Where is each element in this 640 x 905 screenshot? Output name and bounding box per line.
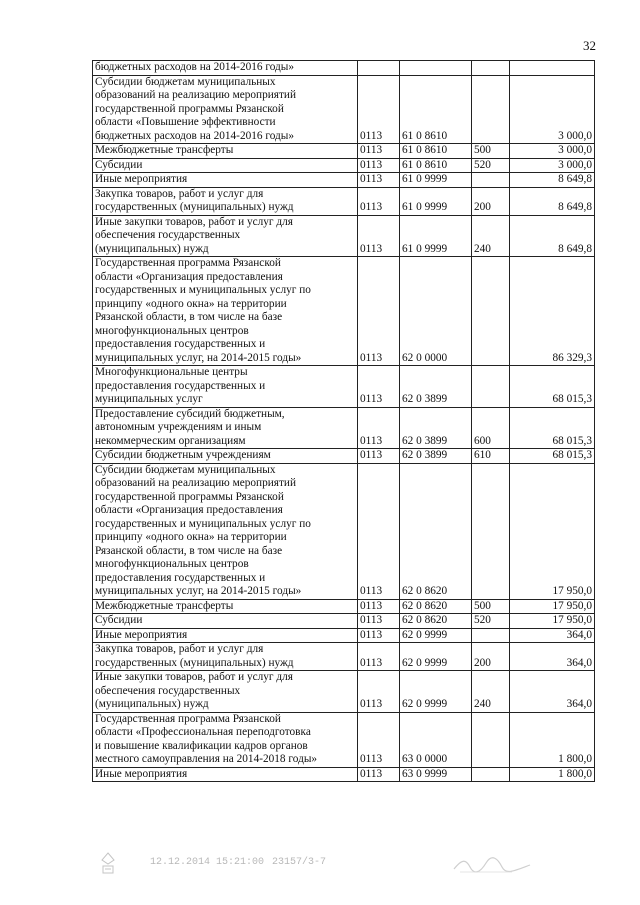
footer-doc-number: 23157/3-7 bbox=[272, 857, 327, 868]
row-amount: 17 950,0 bbox=[510, 614, 595, 629]
row-target-code: 63 0 9999 bbox=[400, 767, 472, 782]
row-section-code: 0113 bbox=[358, 144, 400, 159]
row-amount: 364,0 bbox=[510, 671, 595, 713]
row-amount: 86 329,3 bbox=[510, 257, 595, 366]
table-row bbox=[93, 187, 595, 215]
row-amount: 68 015,3 bbox=[510, 449, 595, 464]
table-row bbox=[93, 173, 595, 188]
row-expense-type bbox=[472, 61, 510, 76]
row-amount: 364,0 bbox=[510, 643, 595, 671]
row-amount: 17 950,0 bbox=[510, 463, 595, 599]
row-description: Иные мероприятия bbox=[93, 628, 358, 643]
row-target-code: 62 0 9999 bbox=[400, 628, 472, 643]
row-target-code: 61 0 8610 bbox=[400, 158, 472, 173]
row-section-code bbox=[358, 61, 400, 76]
row-expense-type: 520 bbox=[472, 614, 510, 629]
row-expense-type bbox=[472, 75, 510, 144]
row-expense-type bbox=[472, 173, 510, 188]
row-expense-type bbox=[472, 712, 510, 767]
row-description: Закупка товаров, работ и услуг для государственных (муниципальных) нужд bbox=[93, 187, 358, 215]
row-section-code: 0113 bbox=[358, 187, 400, 215]
row-section-code: 0113 bbox=[358, 599, 400, 614]
row-description: Государственная программа Рязанской области «Организация предоставления государственных и муниципальных услуг по принципу «одного окна» на территории Рязанской области, в том числе на базе многофункциональных центров предоставления государственных и муниципальных услуг, на 2014-2015 годы» bbox=[93, 257, 358, 366]
row-target-code: 62 0 0000 bbox=[400, 257, 472, 366]
row-section-code: 0113 bbox=[358, 158, 400, 173]
table-row bbox=[93, 628, 595, 643]
row-section-code: 0113 bbox=[358, 767, 400, 782]
row-amount: 1 800,0 bbox=[510, 767, 595, 782]
footer-timestamp: 12.12.2014 15:21:00 bbox=[150, 857, 265, 868]
row-amount: 8 649,8 bbox=[510, 173, 595, 188]
row-description: Межбюджетные трансферты bbox=[93, 144, 358, 159]
row-section-code: 0113 bbox=[358, 257, 400, 366]
row-amount: 3 000,0 bbox=[510, 144, 595, 159]
table-row bbox=[93, 671, 595, 713]
row-description: Иные мероприятия bbox=[93, 767, 358, 782]
row-amount: 8 649,8 bbox=[510, 187, 595, 215]
row-description: Предоставление субсидий бюджетным, автономным учреждениям и иным некоммерческим организациям bbox=[93, 407, 358, 449]
row-amount: 3 000,0 bbox=[510, 75, 595, 144]
table-row bbox=[93, 144, 595, 159]
row-expense-type: 200 bbox=[472, 187, 510, 215]
row-target-code: 62 0 3899 bbox=[400, 449, 472, 464]
row-section-code: 0113 bbox=[358, 712, 400, 767]
row-description: Субсидии бюджетам муниципальных образований на реализацию мероприятий государственной программы Рязанской области «Организация предоставления государственных и муниципальных услуг по принципу «одного окна» на территории Рязанской области, в том числе на базе многофункциональных центров предоставления государственных и муниципальных услуг, на 2014-2015 годы» bbox=[93, 463, 358, 599]
row-amount: 1 800,0 bbox=[510, 712, 595, 767]
row-description: Закупка товаров, работ и услуг для государственных (муниципальных) нужд bbox=[93, 643, 358, 671]
row-section-code: 0113 bbox=[358, 449, 400, 464]
row-description: Субсидии бюджетным учреждениям bbox=[93, 449, 358, 464]
table-row bbox=[93, 599, 595, 614]
row-amount: 68 015,3 bbox=[510, 366, 595, 408]
row-section-code: 0113 bbox=[358, 366, 400, 408]
row-expense-type: 600 bbox=[472, 407, 510, 449]
row-amount bbox=[510, 61, 595, 76]
row-amount: 68 015,3 bbox=[510, 407, 595, 449]
row-expense-type: 500 bbox=[472, 599, 510, 614]
row-section-code: 0113 bbox=[358, 628, 400, 643]
row-description: Межбюджетные трансферты bbox=[93, 599, 358, 614]
table-row bbox=[93, 767, 595, 782]
row-section-code: 0113 bbox=[358, 671, 400, 713]
document-logo-icon bbox=[100, 852, 116, 874]
row-section-code: 0113 bbox=[358, 215, 400, 257]
row-expense-type: 610 bbox=[472, 449, 510, 464]
table-row bbox=[93, 61, 595, 76]
row-amount: 3 000,0 bbox=[510, 158, 595, 173]
row-section-code: 0113 bbox=[358, 463, 400, 599]
row-target-code: 63 0 0000 bbox=[400, 712, 472, 767]
table-row bbox=[93, 257, 595, 366]
row-target-code: 61 0 9999 bbox=[400, 215, 472, 257]
row-target-code: 61 0 8610 bbox=[400, 75, 472, 144]
row-target-code bbox=[400, 61, 472, 76]
row-expense-type bbox=[472, 628, 510, 643]
table-row bbox=[93, 75, 595, 144]
row-expense-type: 500 bbox=[472, 144, 510, 159]
row-description: Субсидии бюджетам муниципальных образований на реализацию мероприятий государственной программы Рязанской области «Повышение эффективности бюджетных расходов на 2014-2016 годы» bbox=[93, 75, 358, 144]
row-expense-type: 520 bbox=[472, 158, 510, 173]
row-expense-type bbox=[472, 767, 510, 782]
row-target-code: 61 0 8610 bbox=[400, 144, 472, 159]
row-section-code: 0113 bbox=[358, 75, 400, 144]
row-section-code: 0113 bbox=[358, 407, 400, 449]
row-target-code: 62 0 8620 bbox=[400, 614, 472, 629]
row-description: Многофункциональные центры предоставления государственных и муниципальных услуг bbox=[93, 366, 358, 408]
table-row bbox=[93, 463, 595, 599]
row-description: бюджетных расходов на 2014-2016 годы» bbox=[93, 61, 358, 76]
row-target-code: 62 0 9999 bbox=[400, 671, 472, 713]
signature-icon bbox=[452, 855, 532, 875]
footer-stamp bbox=[0, 852, 640, 882]
row-expense-type bbox=[472, 366, 510, 408]
row-expense-type: 240 bbox=[472, 215, 510, 257]
budget-table bbox=[92, 60, 595, 782]
row-amount: 17 950,0 bbox=[510, 599, 595, 614]
row-section-code: 0113 bbox=[358, 643, 400, 671]
row-target-code: 61 0 9999 bbox=[400, 173, 472, 188]
row-description: Государственная программа Рязанской области «Профессиональная переподготовка и повышение квалификации кадров органов местного самоуправления на 2014-2018 годы» bbox=[93, 712, 358, 767]
table-row bbox=[93, 215, 595, 257]
row-target-code: 62 0 9999 bbox=[400, 643, 472, 671]
row-section-code: 0113 bbox=[358, 173, 400, 188]
row-expense-type bbox=[472, 257, 510, 366]
row-expense-type: 200 bbox=[472, 643, 510, 671]
table-row bbox=[93, 643, 595, 671]
row-description: Субсидии bbox=[93, 614, 358, 629]
table-row bbox=[93, 712, 595, 767]
row-target-code: 62 0 3899 bbox=[400, 407, 472, 449]
row-expense-type: 240 bbox=[472, 671, 510, 713]
row-expense-type bbox=[472, 463, 510, 599]
table-row bbox=[93, 407, 595, 449]
row-description: Иные мероприятия bbox=[93, 173, 358, 188]
table-row bbox=[93, 366, 595, 408]
page-number: 32 bbox=[583, 38, 596, 53]
row-amount: 364,0 bbox=[510, 628, 595, 643]
table-row bbox=[93, 158, 595, 173]
row-target-code: 62 0 3899 bbox=[400, 366, 472, 408]
row-amount: 8 649,8 bbox=[510, 215, 595, 257]
row-description: Иные закупки товаров, работ и услуг для обеспечения государственных (муниципальных) нужд bbox=[93, 215, 358, 257]
row-target-code: 62 0 8620 bbox=[400, 463, 472, 599]
row-description: Иные закупки товаров, работ и услуг для обеспечения государственных (муниципальных) нужд bbox=[93, 671, 358, 713]
row-target-code: 61 0 9999 bbox=[400, 187, 472, 215]
row-section-code: 0113 bbox=[358, 614, 400, 629]
table-row bbox=[93, 614, 595, 629]
row-target-code: 62 0 8620 bbox=[400, 599, 472, 614]
table-row bbox=[93, 449, 595, 464]
row-description: Субсидии bbox=[93, 158, 358, 173]
